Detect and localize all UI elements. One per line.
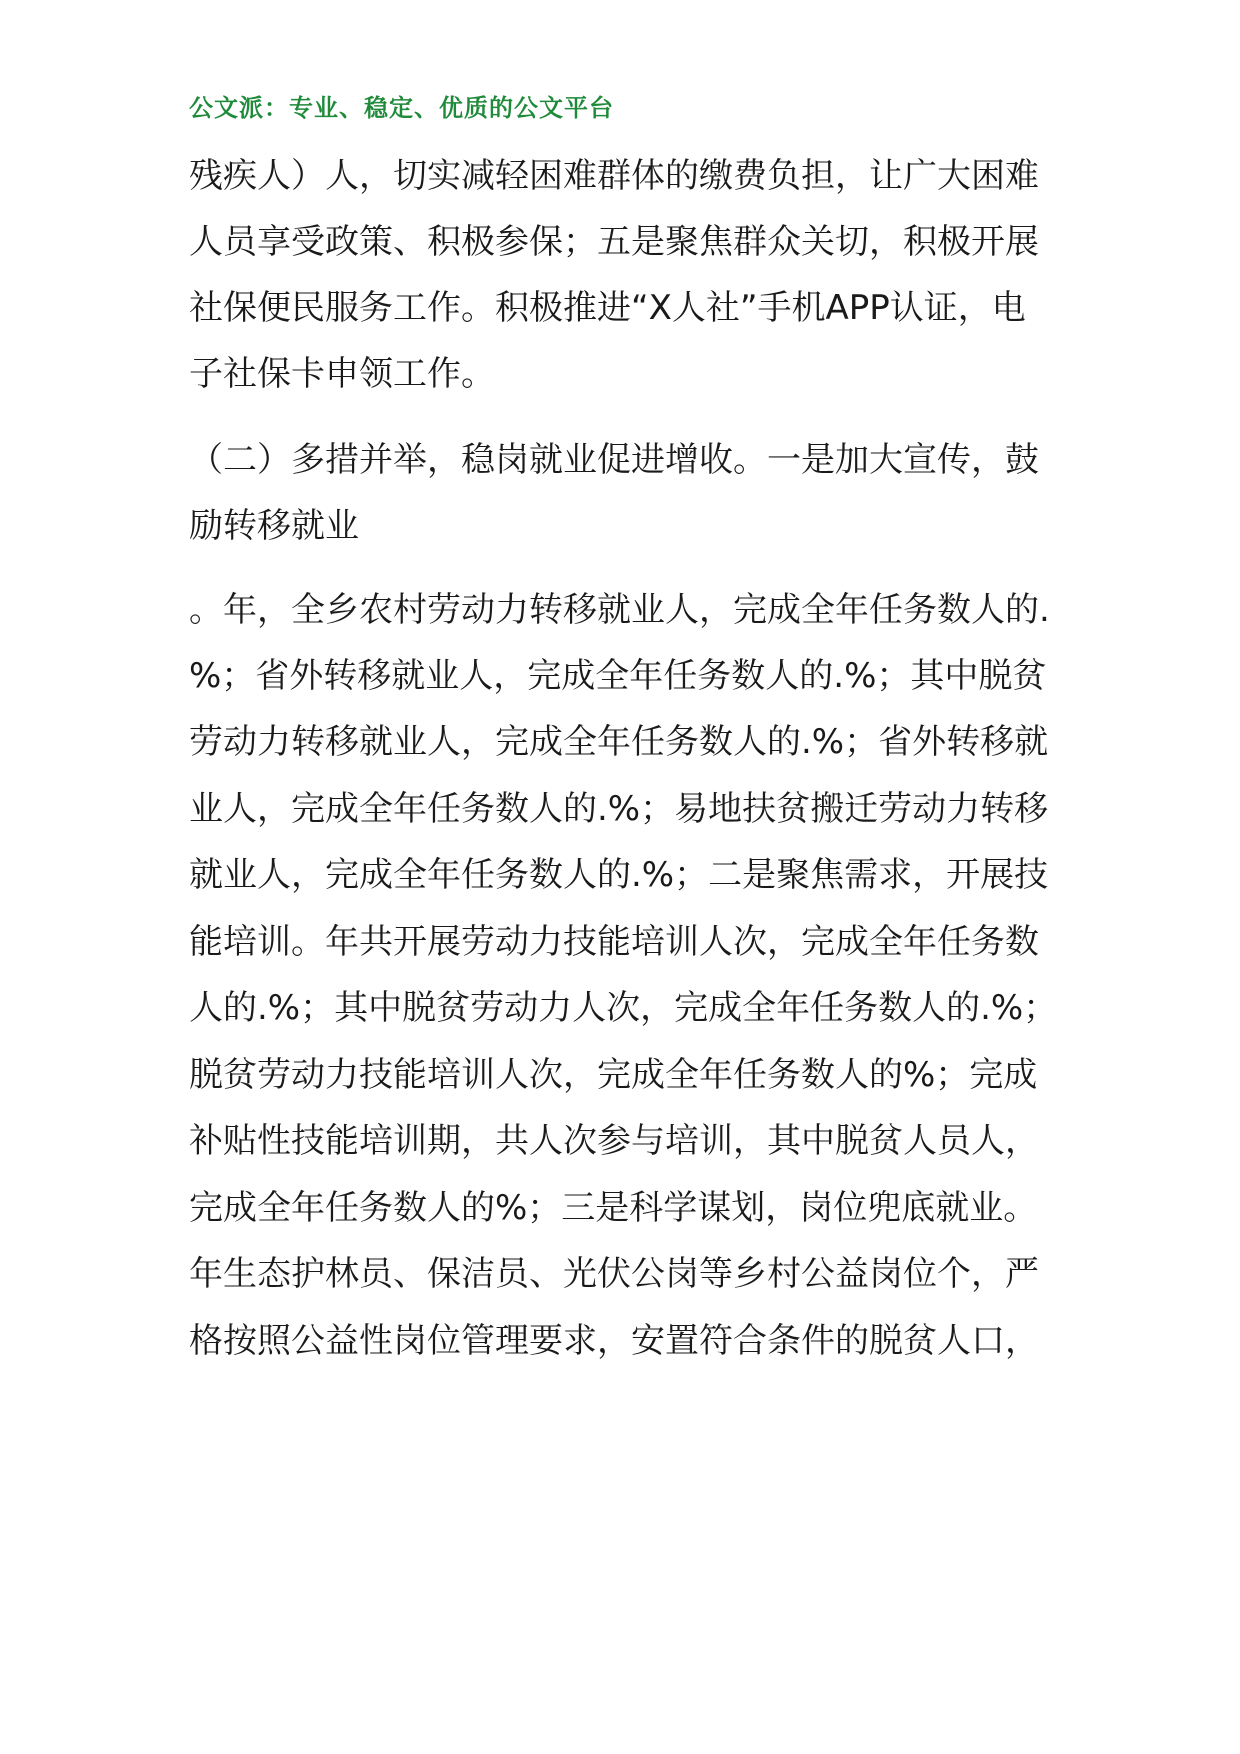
body-line-18: 格按照公益性岗位管理要求，安置符合条件的脱贫人口，: [189, 1321, 1039, 1361]
body-line-17: 年生态护林员、保洁员、光伏公岗等乡村公益岗位个，严: [189, 1254, 1039, 1294]
body-line-15: 补贴性技能培训期，共人次参与培训，其中脱贫人员人，: [189, 1121, 1039, 1161]
body-line-14: 脱贫劳动力技能培训人次，完成全年任务数人的%；完成: [189, 1055, 1038, 1095]
section-heading-line-2: 励转移就业: [189, 506, 359, 546]
body-line-3: 社保便民服务工作。积极推进“X人社”手机APP认证，电: [189, 288, 1026, 328]
page-header: 公文派：专业、稳定、优质的公文平台: [189, 94, 614, 122]
body-line-13: 人的.%；其中脱贫劳动力人次，完成全年任务数人的.%；: [189, 988, 1058, 1028]
body-line-1: 残疾人）人，切实减轻困难群体的缴费负担，让广大困难: [189, 156, 1039, 196]
body-line-7: 。年，全乡农村劳动力转移就业人，完成全年任务数人的.: [189, 590, 1050, 630]
section-heading-line-1: （二）多措并举，稳岗就业促进增收。一是加大宣传，鼓: [189, 440, 1039, 480]
body-line-10: 业人，完成全年任务数人的.%；易地扶贫搬迁劳动力转移: [189, 789, 1049, 829]
body-line-9: 劳动力转移就业人，完成全年任务数人的.%；省外转移就: [189, 722, 1049, 762]
body-line-12: 能培训。年共开展劳动力技能培训人次，完成全年任务数: [189, 922, 1039, 962]
body-line-11: 就业人，完成全年任务数人的.%；二是聚焦需求，开展技: [189, 855, 1049, 895]
body-line-2: 人员享受政策、积极参保；五是聚焦群众关切，积极开展: [189, 222, 1039, 262]
body-line-8: %；省外转移就业人，完成全年任务数人的.%；其中脱贫: [189, 656, 1047, 696]
body-line-4: 子社保卡申领工作。: [189, 354, 495, 394]
body-line-16: 完成全年任务数人的%；三是科学谋划，岗位兜底就业。: [189, 1188, 1038, 1228]
